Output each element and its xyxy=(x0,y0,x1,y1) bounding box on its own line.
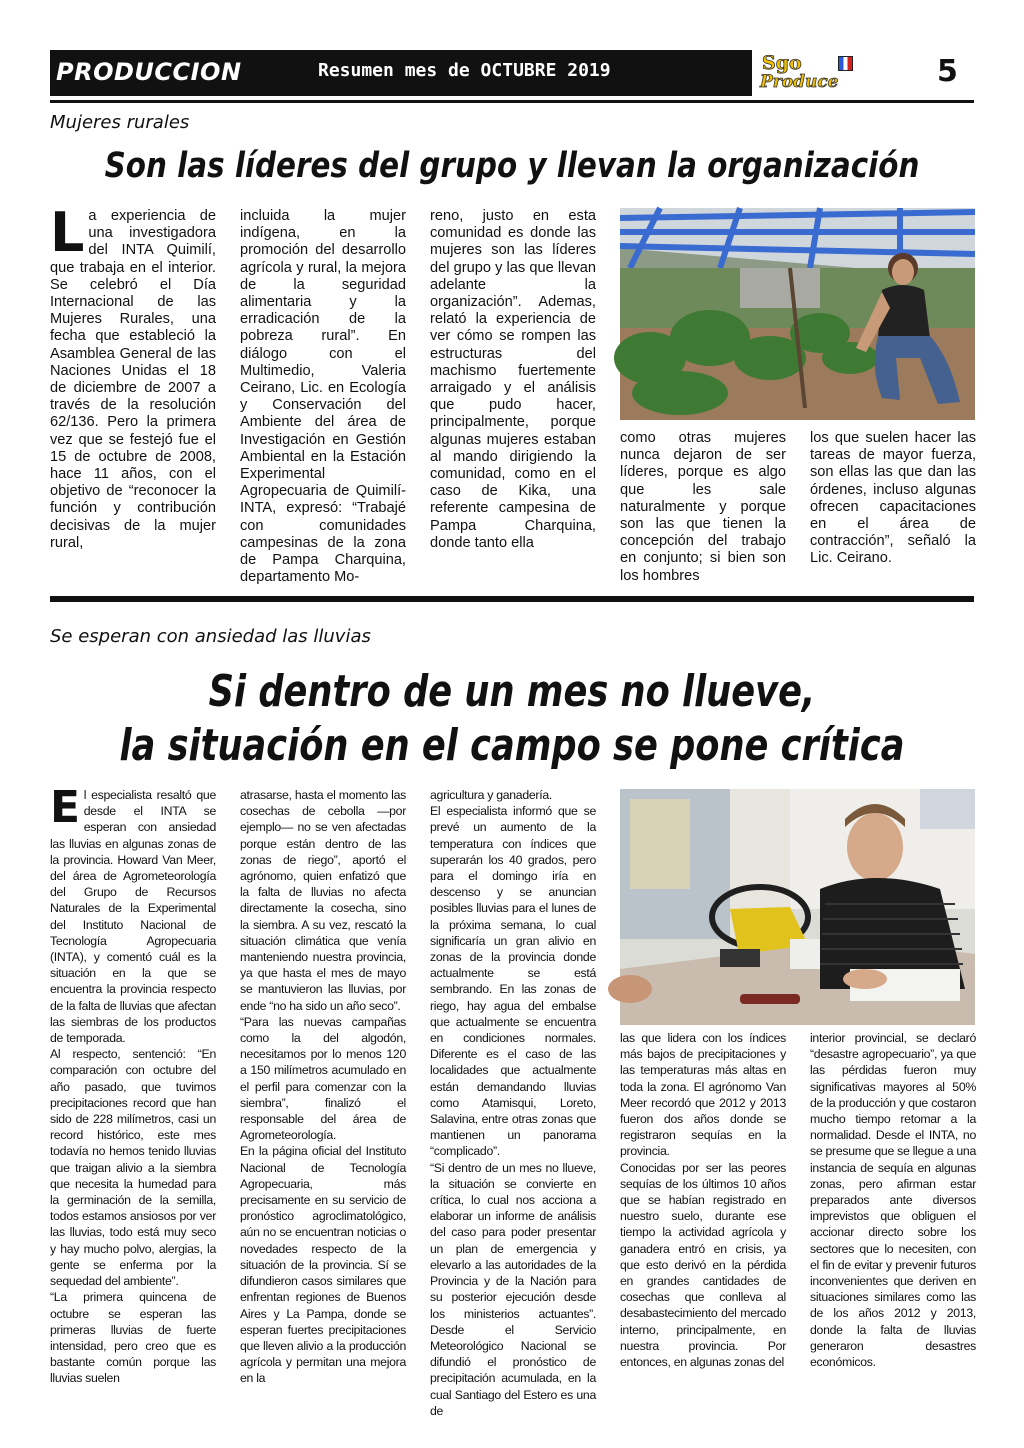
article2-col1-p1: l especialista resaltó que desde el INTA se esperan con ansiedad las lluvias en algunas zonas de la provincia. Howard Van Meer, del área de Agrometeorología del Grupo de Recursos Naturales de la Experimental del Instituto Nacional de Tecnología Agropecuaria (INTA), y comentó cuál es la situación en la que se encuentra la provincia respecto de la falta de lluvias que afectan las siembras de los productos de temporada. xyxy=(50,788,216,1046)
article2-col4-p2: Conocidas por ser las peores sequías de los últimos 10 años que se habían registrado en nuestro suelo, durante ese tiempo la actividad agrícola y ganadera entró en crisis, ya que esto derivó en la pérdida en grandes cantidades de cosechas que conlleva al desabastecimiento del mercado interno, principalmente, en nuestra provincia. Por entonces, en algunas zonas del xyxy=(620,1160,786,1370)
article2-col1-p2: Al respecto, sentenció: “En comparación con octubre del año pasado, que tuvimos precipitaciones record que han sido de 228 milímetros, casi un record histórico, este mes todavía no hemos tenido lluvias que traigan alivio a la siembra que necesita la humedad para la germinación de la semilla, todos estamos ansiosos por ver las lluvias, todo está muy seco y hay mucho polvo, alergias, la gente se enferma por la sequedad del ambiente”. xyxy=(50,1047,216,1289)
article2-column-3 xyxy=(430,787,596,1418)
article1-column-2: incluida la mujer indígena, en la promoción del desarrollo agrícola y rural, la mejora de la seguridad alimentaria y la erradicación de la pobreza rural”. En diálogo con el Multimedio, Valeria Ceirano, Lic. en Ecología y Conservación del Ambiente del área de Investigación en Gestión Ambiental en la Estación Experimental Agropecuaria de Quimilí-INTA, expresó: “Trabajé con comunidades campesinas de la zona de Pampa Charquina, departamento Mo- xyxy=(240,208,406,586)
greenhouse-woman-image xyxy=(620,208,975,420)
article2-column-4 xyxy=(620,1030,786,1402)
article2-col3-p2: El especialista informó que se prevé un aumento de la temperatura con índices que superarán los 40 grados, pero para el domingo iría en descenso y se anuncian posibles lluvias para el lunes de la próxima semana, lo cual significaría un gran alivio en zonas de la provincia donde actualmente se está sembrando. En las zonas de riego, hay agua del embalse que actualmente se encuentra en condiciones normales. Diferente es el caso de las localidades que actualmente están demandando lluvias como Atamisqui, Loreto, Salavina, entre otras zonas que mantienen un panorama “complicado”. xyxy=(430,804,596,1159)
logo-text-sgo: Sgo xyxy=(762,52,802,74)
article1-headline: Son las líderes del grupo y llevan la organización xyxy=(104,146,920,186)
man-at-desk-image xyxy=(620,789,975,1025)
article2-col2-p2: “Para las nuevas campañas como la del algodón, necesitamos por lo menos 120 a 150 milímetros acumulado en el perfil para comenzar con la siembra”, finalizó el responsable del área de Agrometeorología. xyxy=(240,1014,406,1143)
article2-col2-p1: atrasarse, hasta el momento las cosechas de cebolla —por ejemplo— no se ven afectadas porque están dentro de las zonas de riego”, aportó el agrónomo, quien enfatizó que la falta de lluvias no afecta directamente la cosecha, sino la siembra. A su vez, rescató la situación climática que venía manteniendo nuestra provincia, ya que hasta el mes de mayo se mantuvieron las lluvias, por ende “no ha sido un año seco”. xyxy=(240,788,406,1013)
article2-col4-p1: las que lidera con los índices más bajos de precipitaciones y las temperaturas más altas en toda la zona. El agrónomo Van Meer recordó que 2012 y 2013 fueron dos años donde se registraron sequías en la provincia. xyxy=(620,1031,786,1159)
page-number: 5 xyxy=(937,54,958,89)
article2-headline-line2: la situación en el campo se pone crítica xyxy=(119,720,905,771)
logo-text-produce: Produce xyxy=(760,72,839,92)
agronomist-photo xyxy=(620,789,975,1025)
article2-col3-p3: “Si dentro de un mes no llueve, la situación se convierte en crítica, lo cual nos acciona a elaborar un informe de análisis del caso para poder presentar un plan de emergencia y elevarlo a las autoridades de la Provincia y de la Nación para su posterior ejecución desde los ministerios actuantes”. Desde el Servicio Meteorológico Nacional se difundió el pronóstico de precipitación acumulada, en la cual Santiago del Estero es una de xyxy=(430,1160,596,1418)
article2-col3-p1: agricultura y ganadería. xyxy=(430,788,552,802)
dropcap: L xyxy=(50,201,85,264)
flag-icon xyxy=(838,56,853,71)
article1-column-3: reno, justo en esta comunidad es donde las mujeres son las líderes del grupo y las que llevan adelante la organización”. Ademas, relató la experiencia de ver cómo se rompen las estructuras del machismo fuertemente arraigado y el análisis que pudo hacer, principalmente, porque algunas mujeres estaban al mando dirigiendo la comunidad, como en el caso de Kika, una referente campesina de Pampa Charquina, donde tanto ella xyxy=(430,208,596,551)
article1-column-1 xyxy=(50,201,216,588)
issue-date: Resumen mes de OCTUBRE 2019 xyxy=(318,60,611,81)
article2-col5-p1: interior provincial, se declaró “desastre agropecuario”, ya que las pérdidas fueron muy significativas mayores al 50% de la producción y que costaron mucho tiempo retomar a la normalidad. Desde el INTA, no se presume que se llegue a una instancia de sequía en algunas zonas, pero afirman estar preparados ante diversos imprevistos que obliguen el accionar directo sobre los sectores que lo necesiten, con el fin de evitar y prevenir futuros inconvenientes que deriven en situaciones similares como las de los años 2012 y 2013, donde la falta de lluvias generaron desastres económicos. xyxy=(810,1031,977,1370)
article1-kicker: Mujeres rurales xyxy=(50,112,190,133)
article1-column-4: como otras mujeres nunca dejaron de ser líderes, porque es algo que les sale naturalmente y porque son las que tienen la concepción del trabajo en conjunto; si bien son los hombres xyxy=(620,430,786,584)
sgo-produce-logo xyxy=(758,50,900,96)
article2-column-2 xyxy=(240,787,406,1399)
section-title: PRODUCCION xyxy=(56,58,242,86)
article2-column-5 xyxy=(810,1030,976,1402)
article1-column-5: los que suelen hacer las tareas de mayor fuerza, son ellas las que dan las órdenes, incluso algunas ofrecen capacitaciones en el área de contracción”, señaló la Lic. Ceirano. xyxy=(810,430,976,567)
article2-col1-p3: “La primera quincena de octubre se esperan las primeras lluvias de fuerte intensidad, pero creo que es bastante común porque las lluvias suelen xyxy=(50,1290,216,1386)
article2-column-1 xyxy=(50,782,216,1399)
article2-headline-line1: Si dentro de un mes no llueve, xyxy=(208,666,816,717)
dropcap: E xyxy=(50,782,80,833)
header-divider xyxy=(50,100,974,103)
greenhouse-photo xyxy=(620,208,975,420)
header-bar xyxy=(50,50,752,96)
section-divider xyxy=(50,596,974,602)
article2-col2-p3: En la página oficial del Instituto Nacional de Tecnología Agropecuaria, más precisamente en su servicio de pronóstico agroclimatológico, aún no se encuentran noticias o novedades respecto de la situación de la provincia. Sí se difundieron casos similares que enfrentan regiones de Buenos Aires y La Pampa, donde se esperan fuertes precipitaciones que lleven alivio a la producción agrícola y permitan una mejora en la xyxy=(240,1144,406,1386)
article1-col1-text: a experiencia de una investigadora del INTA Quimilí, que trabaja en el interior. Se celebró el Día Internacional de las Mujeres Rurales, una fecha que estableció la Asamblea General de las Naciones Unidas el 18 de diciembre de 2007 a través de la resolución 62/136. Pero la primera vez que se festejó fue el 15 de octubre de 2008, hace 11 años, con el objetivo de “reconocer la función y contribución decisivas de la mujer rural, xyxy=(50,208,216,551)
article2-kicker: Se esperan con ansiedad las lluvias xyxy=(50,626,371,647)
